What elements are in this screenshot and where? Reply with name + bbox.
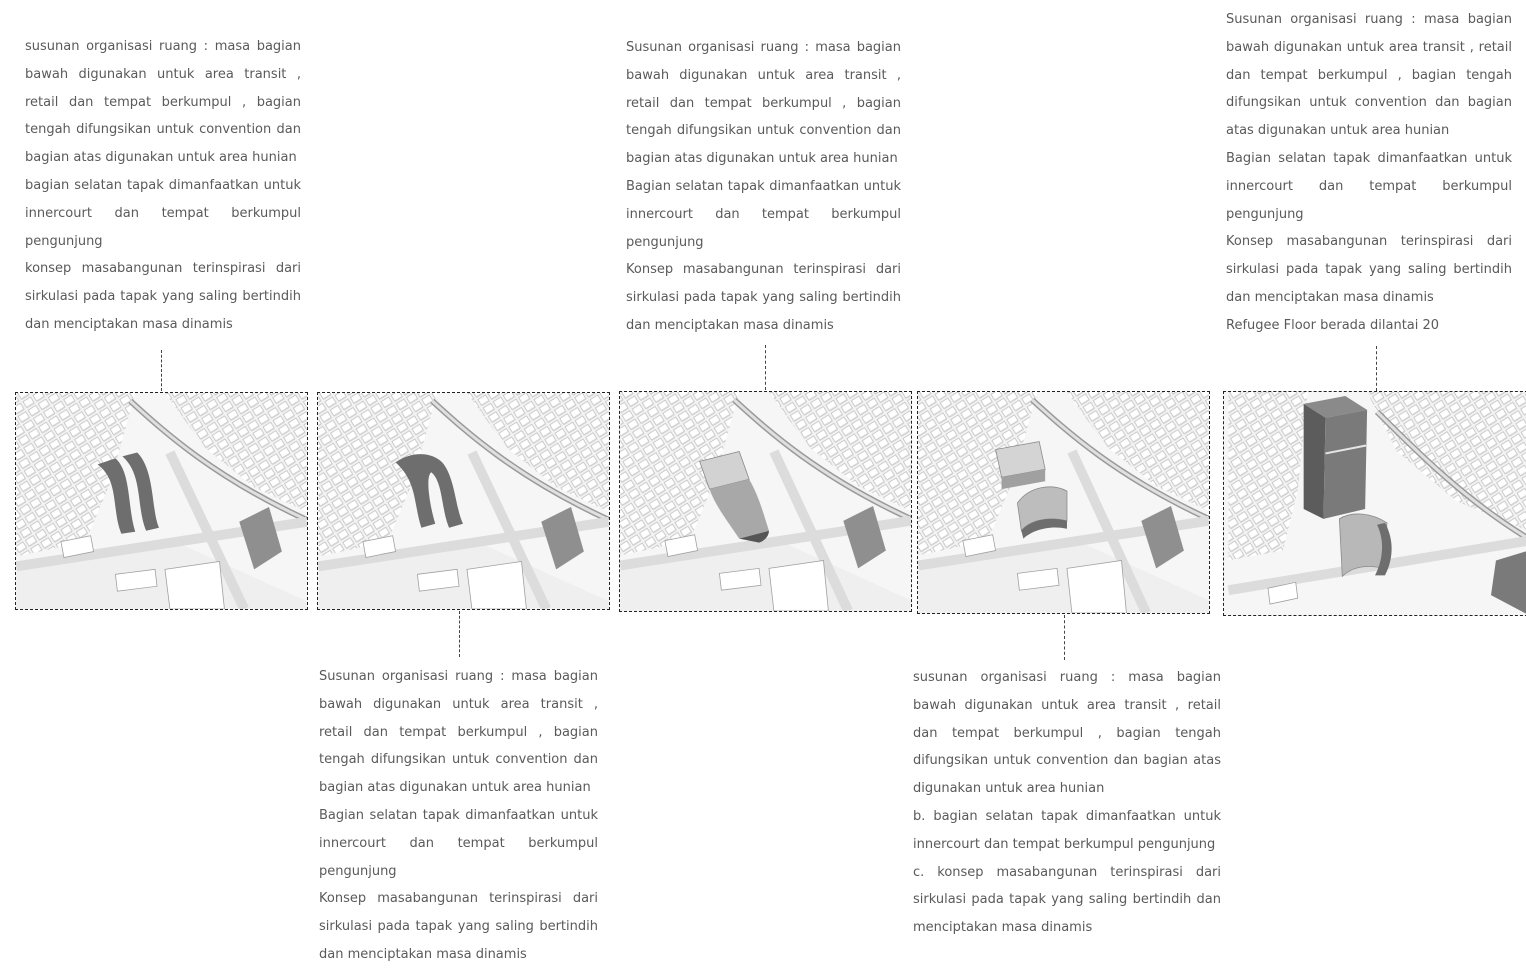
site-model-stage-1-drawing <box>16 393 307 609</box>
site-model-stage-5-drawing <box>1224 392 1526 615</box>
connector-stage-2 <box>459 611 460 657</box>
site-model-stage-2 <box>317 392 610 610</box>
stage-4-paragraph-1: susunan organisasi ruang : masa bagian bawah digunakan untuk area transit , retail dan tempat berkumpul , bagian tengah difungsikan untuk convention dan bagian atas digunakan untuk area hunian <box>913 670 1221 797</box>
site-model-stage-4-drawing <box>918 392 1209 613</box>
stage-1-paragraph-3: konsep masabangunan terinspirasi dari sirkulasi pada tapak yang saling bertindih dan menciptakan masa dinamis <box>25 261 301 332</box>
stage-3-paragraph-3: Konsep masabangunan terinspirasi dari sirkulasi pada tapak yang saling bertindih dan menciptakan masa dinamis <box>626 262 901 333</box>
stage-2-description <box>319 663 598 969</box>
stage-3-description <box>626 34 901 340</box>
stage-5-description <box>1226 6 1512 340</box>
site-model-stage-3-drawing <box>620 392 911 611</box>
stage-1-description <box>25 33 301 339</box>
site-model-stage-3 <box>619 391 912 612</box>
stage-4-paragraph-2: b. bagian selatan tapak dimanfaatkan untuk innercourt dan tempat berkumpul pengunjung <box>913 808 1221 852</box>
stage-3-paragraph-1: Susunan organisasi ruang : masa bagian bawah digunakan untuk area transit , retail dan tempat berkumpul , bagian tengah difungsikan untuk convention dan bagian atas digunakan untuk area hunian <box>626 40 901 167</box>
site-model-stage-4 <box>917 391 1210 614</box>
site-model-stage-5 <box>1223 391 1526 616</box>
site-model-stage-1 <box>15 392 308 610</box>
stage-4-paragraph-3: c. konsep masabangunan terinspirasi dari sirkulasi pada tapak yang saling bertindih dan menciptakan masa dinamis <box>913 864 1221 936</box>
stage-2-paragraph-3: Konsep masabangunan terinspirasi dari sirkulasi pada tapak yang saling bertindih dan menciptakan masa dinamis <box>319 891 598 962</box>
stage-1-paragraph-1: susunan organisasi ruang : masa bagian bawah digunakan untuk area transit , retail dan tempat berkumpul , bagian tengah difungsikan untuk convention dan bagian atas digunakan untuk area hunian <box>25 39 301 166</box>
stage-5-paragraph-2: Bagian selatan tapak dimanfaatkan untuk innercourt dan tempat berkumpul pengunjung <box>1226 150 1512 222</box>
site-model-stage-2-drawing <box>318 393 609 609</box>
stage-5-paragraph-4: Refugee Floor berada dilantai 20 <box>1226 317 1440 333</box>
stage-1-paragraph-2: bagian selatan tapak dimanfaatkan untuk innercourt dan tempat berkumpul pengunjung <box>25 177 301 249</box>
connector-stage-4 <box>1064 615 1065 660</box>
connector-stage-3 <box>765 345 766 390</box>
connector-stage-1 <box>161 350 162 391</box>
stage-2-paragraph-2: Bagian selatan tapak dimanfaatkan untuk innercourt dan tempat berkumpul pengunjung <box>319 807 598 879</box>
connector-stage-5 <box>1376 346 1377 391</box>
stage-2-paragraph-1: Susunan organisasi ruang : masa bagian bawah digunakan untuk area transit , retail dan tempat berkumpul , bagian tengah difungsikan untuk convention dan bagian atas digunakan untuk area hunian <box>319 669 598 796</box>
stage-4-description <box>913 664 1221 942</box>
stage-5-paragraph-1: Susunan organisasi ruang : masa bagian bawah digunakan untuk area transit , retail dan tempat berkumpul , bagian tengah difungsikan untuk convention dan bagian atas digunakan untuk area hunian <box>1226 12 1512 139</box>
stage-3-paragraph-2: Bagian selatan tapak dimanfaatkan untuk innercourt dan tempat berkumpul pengunjung <box>626 178 901 250</box>
stage-5-paragraph-3: Konsep masabangunan terinspirasi dari sirkulasi pada tapak yang saling bertindih dan menciptakan masa dinamis <box>1226 234 1512 305</box>
